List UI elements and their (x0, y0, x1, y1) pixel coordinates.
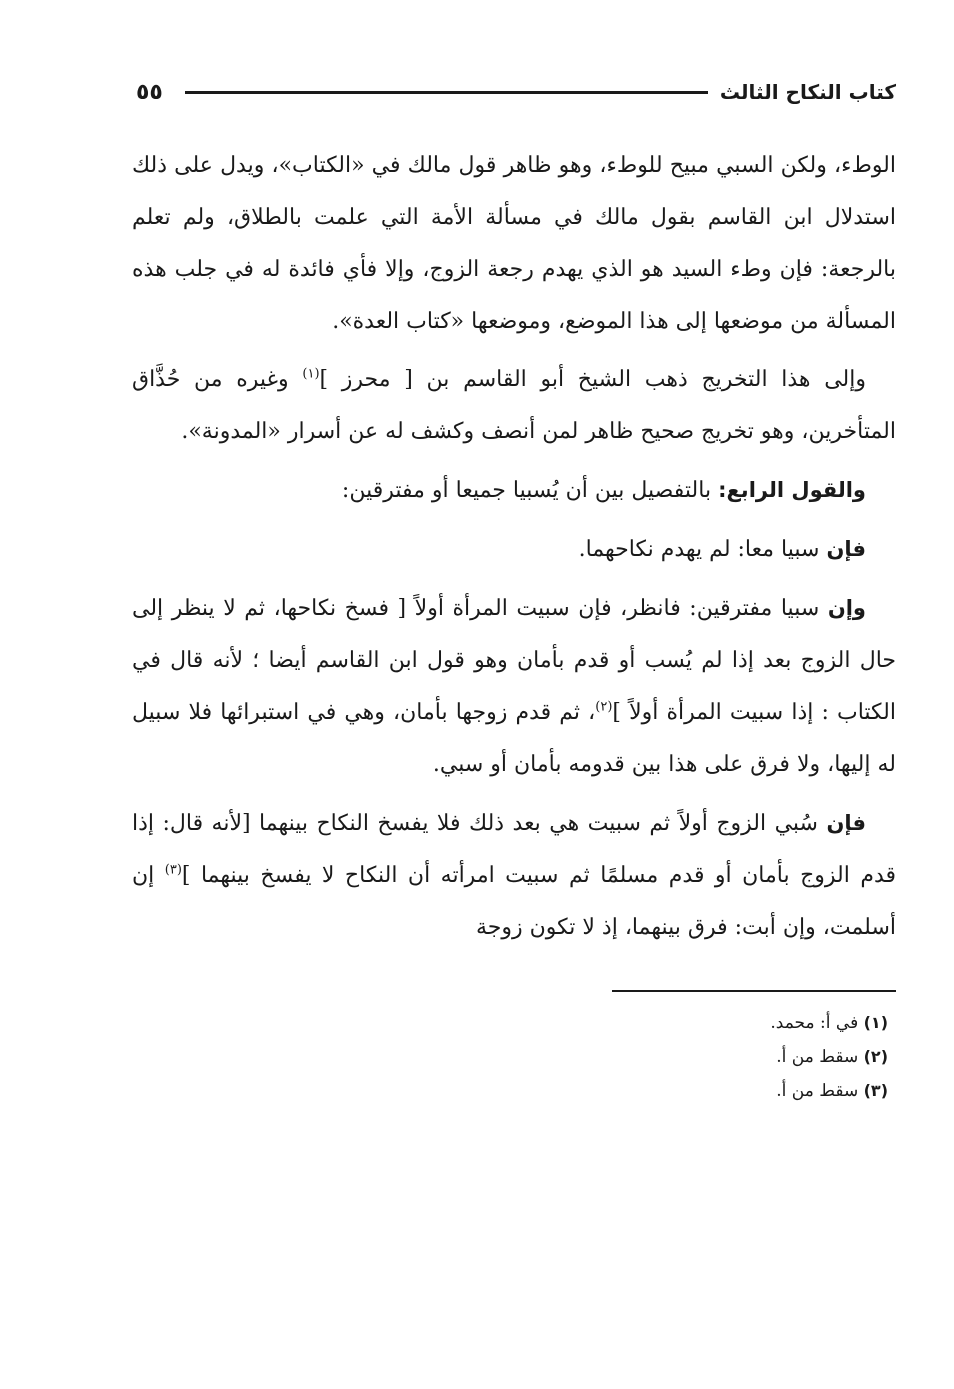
paragraph-text-continued: وغيره من حُذَّاق المتأخرين، وهو تخريج صحيح ظاهر لمن أنصف وكشف له عن أسرار «المدونة». (132, 367, 896, 444)
footnotes (132, 1006, 896, 1108)
footnote-1 (132, 1006, 896, 1040)
footnote-number: (١) (863, 1013, 888, 1032)
footnote-reference[interactable]: (١) (302, 366, 320, 382)
footnote-3 (132, 1074, 896, 1108)
paragraph-lead: فإن (826, 537, 866, 561)
footnote-text: سقط من أ. (776, 1047, 859, 1067)
body-text (132, 140, 896, 954)
footnote-divider (612, 990, 896, 992)
paragraph-lead: وإن (827, 596, 866, 620)
header-rule (185, 91, 708, 94)
paragraph-lead: فإن (826, 811, 866, 835)
running-title: كتاب النكاح الثالث (719, 80, 896, 104)
footnote-number: (٢) (863, 1047, 888, 1066)
page-number: ٥٥ (136, 79, 163, 105)
paragraph-text: وإلى هذا التخريج ذهب الشيخ أبو القاسم بن [ محرز ] (319, 367, 866, 392)
paragraph-text: سبيا مفترقين: فانظر، فإن سبيت المرأة أولاً [ فسخ نكاحها، ثم لا ينظر إلى حال الزوج بعد إذا لم يُسب أو قدم بأمان وهو قول ابن القاسم أيضا ؛ لأنه قال في الكتاب : إذا سبيت المرأة أولاً ] (132, 596, 896, 725)
paragraph-5 (132, 582, 896, 791)
paragraph-text: الوطء، ولكن السبي مبيح للوطء، وهو ظاهر قول مالك في «الكتاب»، ويدل على ذلك استدلال ابن القاسم بقول مالك في مسألة الأمة التي علمت بالطلاق، ولم تعلم بالرجعة: فإن وطء السيد هو الذي يهدم رجعة الزوج، وإلا فأي فائدة له في جلب هذه المسألة من موضعها إلى هذا الموضع، وموضعها «كتاب العدة». (132, 153, 896, 334)
footnote-2 (132, 1040, 896, 1074)
paragraph-4 (132, 523, 896, 576)
paragraph-text-continued: إن أسلمت، وإن أبت: فرق بينهما، إذ لا تكون زوجة (132, 863, 896, 940)
footnote-reference[interactable]: (٣) (164, 862, 182, 878)
paragraph-6 (132, 797, 896, 954)
paragraph-3 (132, 464, 896, 517)
paragraph-text: سبيا معا: لم يهدم نكاحهما. (578, 537, 827, 562)
paragraph-lead: والقول الرابع: (718, 478, 866, 502)
footnote-text: في أ: محمد. (770, 1013, 859, 1033)
paragraph-1 (132, 140, 896, 348)
book-page (132, 72, 896, 1352)
paragraph-text: بالتفصيل بين أن يُسبيا جميعا أو مفترقين: (341, 478, 719, 503)
footnote-reference[interactable]: (٢) (595, 699, 613, 715)
paragraph-2 (132, 354, 896, 458)
footnote-text: سقط من أ. (776, 1081, 859, 1101)
footnote-number: (٣) (863, 1081, 888, 1100)
paragraph-text-continued: ، ثم قدم زوجها بأمان، وهي في استبرائها فلا سبيل له إليها، ولا فرق على هذا بين قدومه بأمان أو سبي. (132, 700, 896, 777)
paragraph-text: سُبي الزوج أولاً ثم سبيت هي بعد ذلك فلا يفسخ النكاح بينهما [لأنه قال: إذا قدم الزوج بأمان أو قدم مسلمًا ثم سبيت امرأته أن النكاح لا يفسخ بينهما ] (132, 811, 897, 888)
running-header (132, 72, 896, 112)
